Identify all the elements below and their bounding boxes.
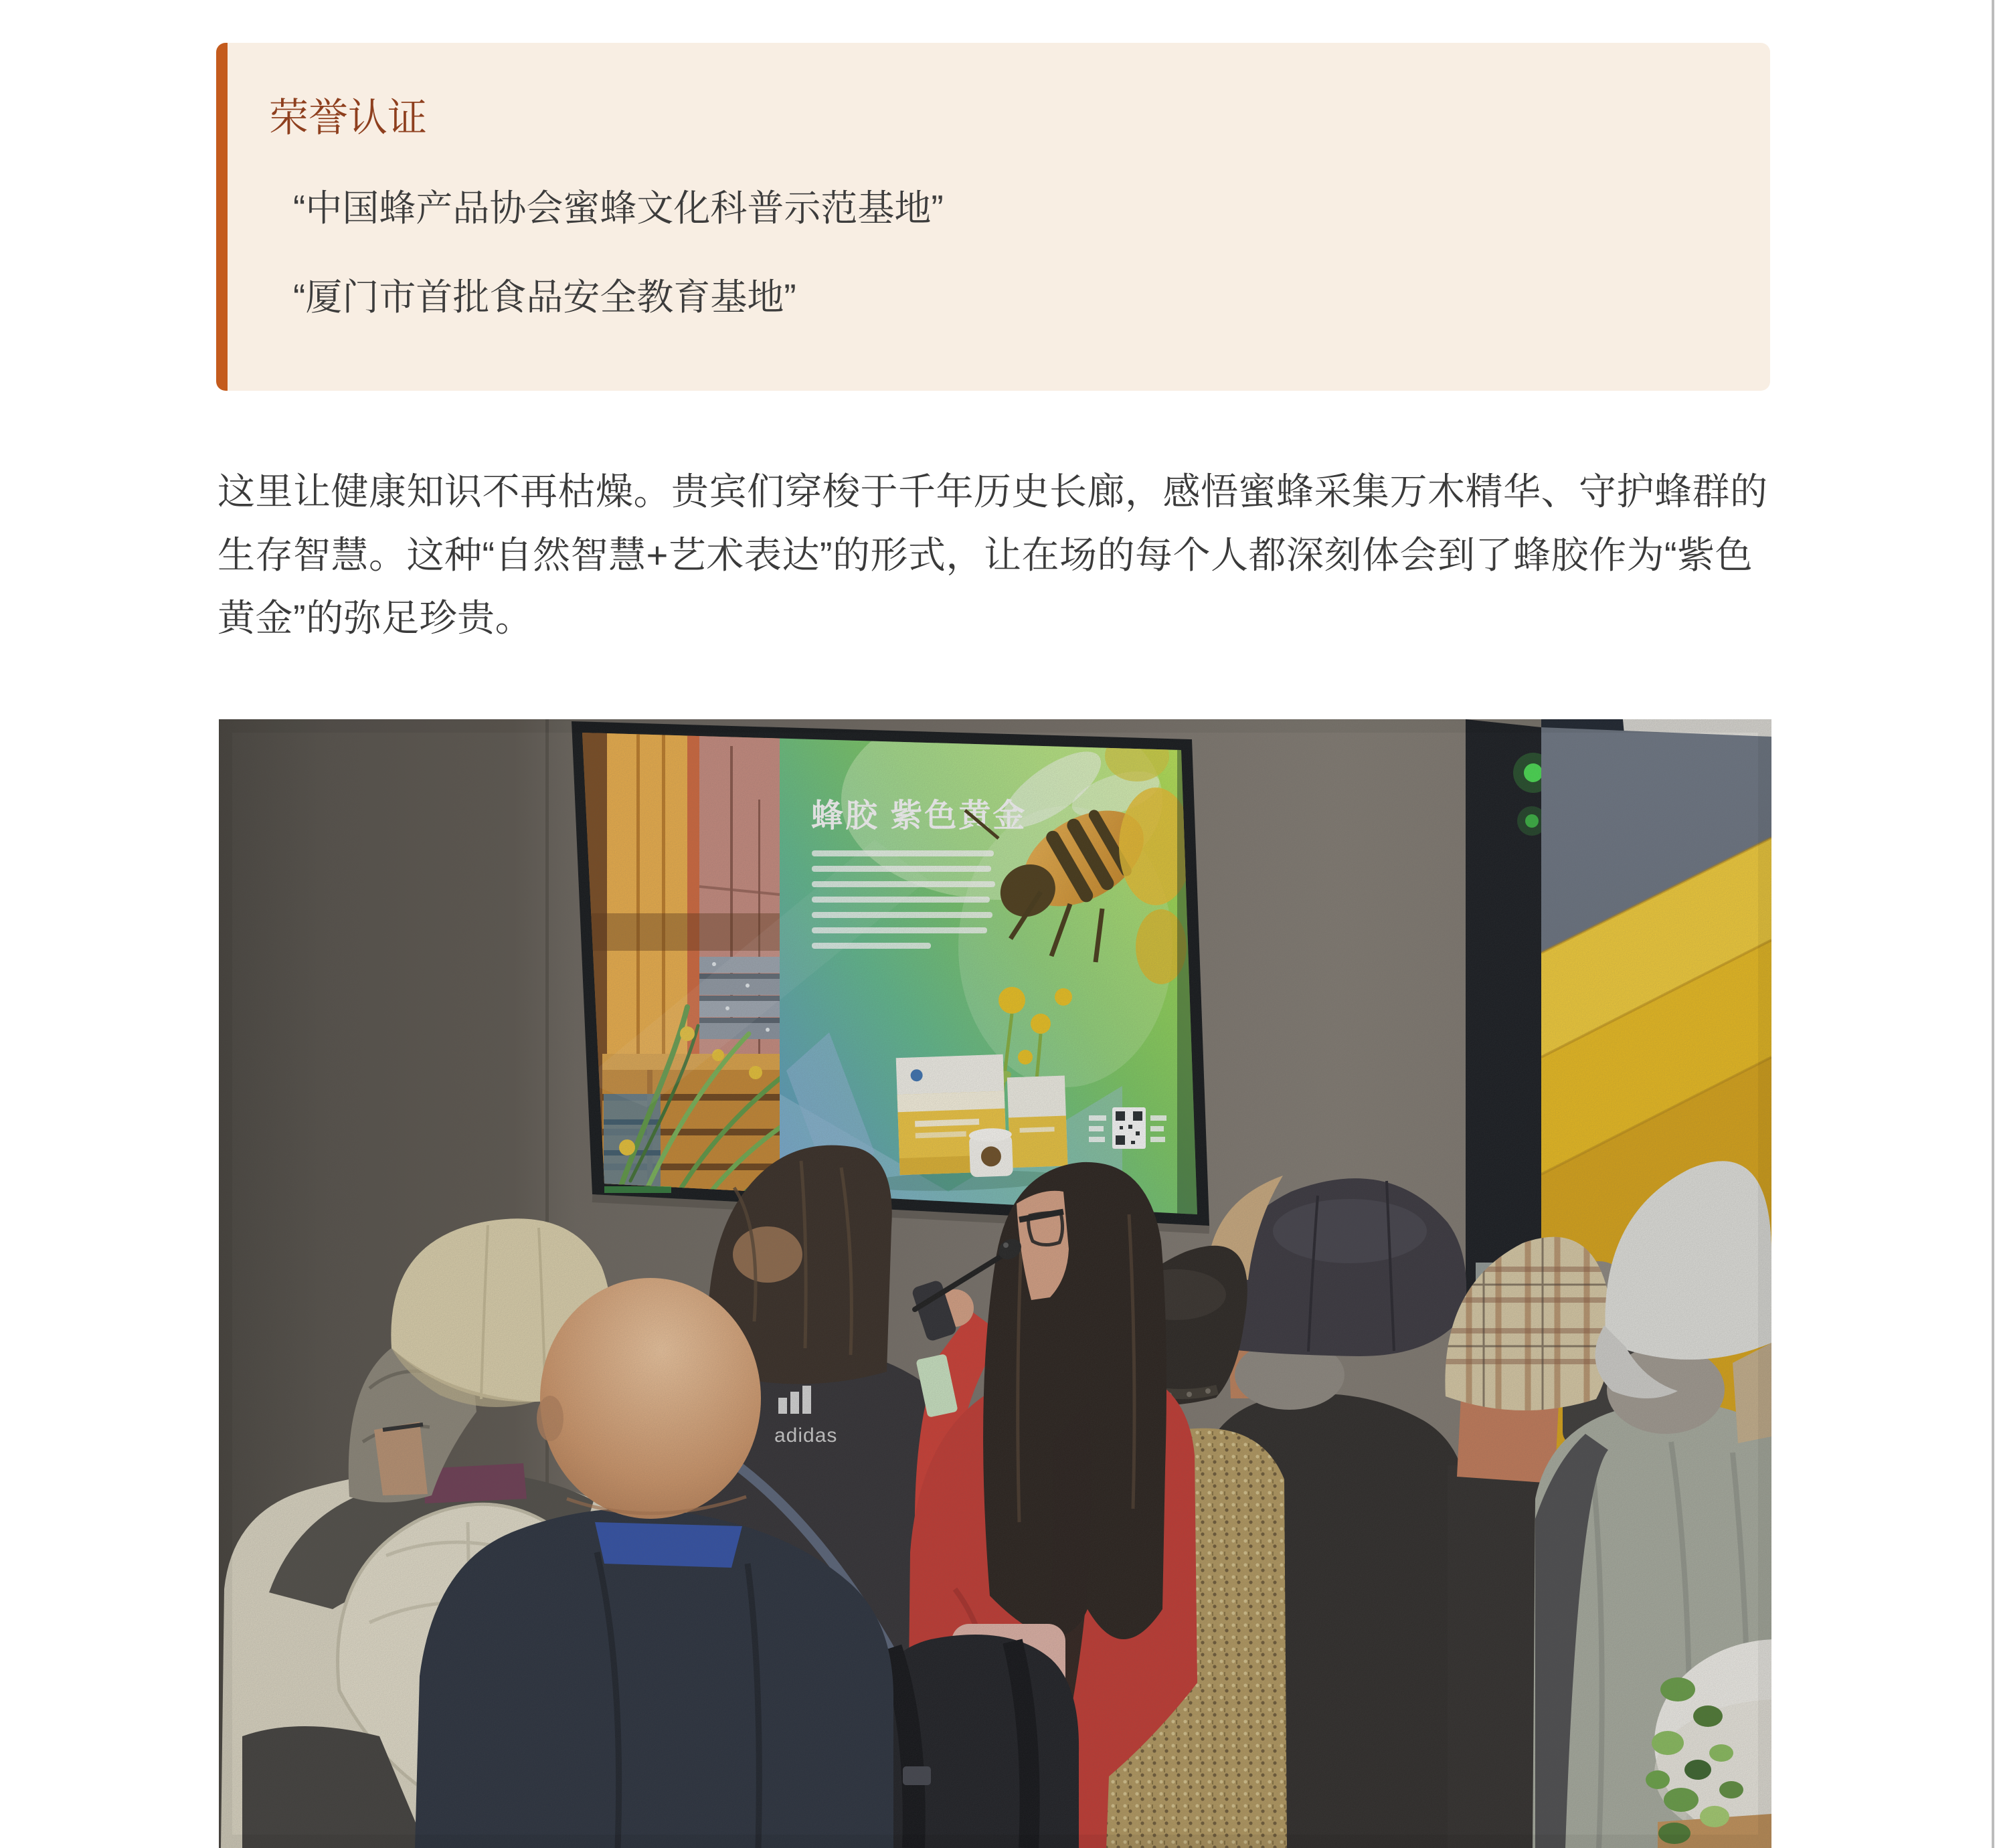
honor-item-2: “厦门市首批食品安全教育基地” — [293, 276, 796, 318]
honor-title: 荣誉认证 — [269, 96, 428, 140]
scrollbar[interactable] — [1992, 0, 1994, 1848]
honor-certification-callout — [216, 43, 1770, 391]
photo-scene — [219, 719, 1771, 1848]
photo-grain — [219, 719, 1771, 1848]
event-photo — [219, 719, 1771, 1848]
honor-item-1: “中国蜂产品协会蜜蜂文化科普示范基地” — [293, 187, 944, 229]
article-paragraph: 这里让健康知识不再枯燥。贵宾们穿梭于千年历史长廊，感悟蜜蜂采集万木精华、守护蜂群的生存智慧。这种“自然智慧+艺术表达”的形式，让在场的每个人都深刻体会到了蜂胶作为“紫色黄金”的弥足珍贵。 — [218, 470, 1768, 640]
